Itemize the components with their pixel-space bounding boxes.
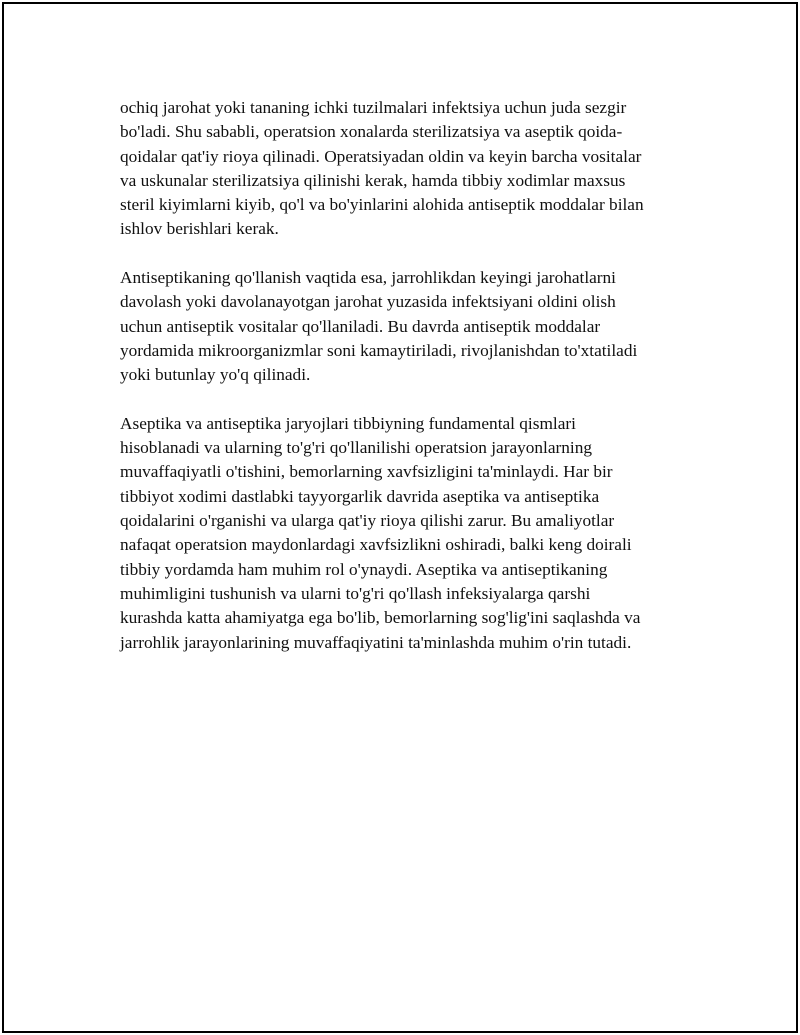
text-line: qoidalar qat'iy rioya qilinadi. Operatsiyadan oldin va keyin barcha vositalar xyxy=(120,146,642,166)
text-line: hisoblanadi va ularning to'g'ri qo'llanilishi operatsion jarayonlarning xyxy=(120,438,592,458)
text-line: yoki butunlay yo'q qilinadi. xyxy=(120,365,311,385)
text-line: davolash yoki davolanayotgan jarohat yuzasida infektsiyani oldini olish xyxy=(120,292,616,312)
text-line: muhimligini tushunish va ularni to'g'ri qo'llash infeksiyalarga qarshi xyxy=(120,583,591,603)
text-line: Aseptika va antiseptika jaryojlari tibbiyning fundamental qismlari xyxy=(120,413,576,433)
text-line: nafaqat operatsion maydonlardagi xavfsizlikni oshiradi, balki keng doirali xyxy=(120,535,632,555)
text-line: qoidalarini o'rganishi va ularga qat'iy rioya qilishi zarur. Bu amaliyotlar xyxy=(120,511,615,531)
text-line: ochiq jarohat yoki tananing ichki tuzilmalari infektsiya uchun juda sezgir xyxy=(120,98,627,117)
text-line: bo'ladi. Shu sababli, operatsion xonalarda sterilizatsiya va aseptik qoida- xyxy=(120,122,623,142)
text-line: muvaffaqiyatli o'tishini, bemorlarning xavfsizligini ta'minlaydi. Har bir xyxy=(120,462,613,482)
text-line: tibbiyot xodimi dastlabki tayyorgarlik davrida aseptika va antiseptika xyxy=(120,486,600,506)
paragraph-1 xyxy=(120,96,690,242)
text-line: tibbiy yordamda ham muhim rol o'ynaydi. Aseptika va antiseptikaning xyxy=(120,559,608,579)
paragraph-3 xyxy=(120,412,690,655)
paragraph-2 xyxy=(120,266,690,387)
text-line: Antiseptikaning qo'llanish vaqtida esa, jarrohlikdan keyingi jarohatlarni xyxy=(120,268,616,288)
text-line: jarrohlik jarayonlarining muvaffaqiyatini ta'minlashda muhim o'rin tutadi. xyxy=(120,632,632,652)
text-line: kurashda katta ahamiyatga ega bo'lib, bemorlarning sog'lig'ini saqlashda va xyxy=(120,608,641,628)
text-line: steril kiyimlarni kiyib, qo'l va bo'yinlarini alohida antiseptik moddalar bilan xyxy=(120,195,644,215)
document-body xyxy=(120,96,690,679)
page-frame xyxy=(2,2,798,1033)
text-line: ishlov berishlari kerak. xyxy=(120,219,279,239)
text-line: va uskunalar sterilizatsiya qilinishi kerak, hamda tibbiy xodimlar maxsus xyxy=(120,170,626,190)
text-line: yordamida mikroorganizmlar soni kamaytiriladi, rivojlanishdan to'xtatiladi xyxy=(120,340,638,360)
text-line: uchun antiseptik vositalar qo'llaniladi. Bu davrda antiseptik moddalar xyxy=(120,316,601,336)
